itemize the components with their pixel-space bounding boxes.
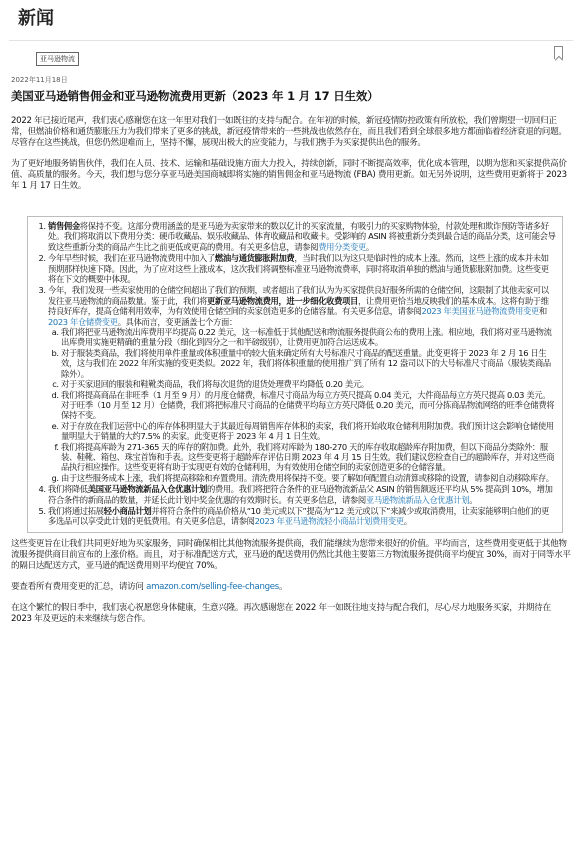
closing-paragraph-3: 在这个繁忙的假日季中，我们衷心祝愿您身体健康，生意兴隆。再次感谢您在 2022 年一如既往地支持与配合我们，尽心尽力地服务买家，并期待在 2023 年及更远的未来继续与您合作。 (11, 602, 551, 624)
news-header (9, 0, 573, 41)
link-fee-category-change[interactable]: 费用分类变更 (318, 241, 366, 252)
list-item: 3. 今年，我们发现一些卖家使用的仓储空间超出了我们的预期，或者超出了我们认为为买家提供良好服务所需的仓储空间，这限制了其他卖家可以发往亚马逊物流的商品数量。鉴于此，我们将更新亚马逊物流费用，进一步细化收费项目，让费用更恰当地反映我们的基本成本。这将有助于维持良好库存，提高仓储利用效率，为有效使用仓储空间的卖家创造更多的仓储容量。有关更多信息，请参阅2023 年美国亚马逊物流费用变更和2023 年仓储费变更。具体而言，变更涵盖七个方面： a. 我们将把亚马逊物流出库费用平均提高 0.22 美元，这一标准低于其他配送和物流服务提供商公布的费用上涨。相应地，我们将对亚马逊物流出库费用实施更精确的重量分段（细化到四分之一和半磅级别），让费用更加符合运送成本。 b. 对于服装类商品，我们将使用单件重量或体积重量中的较大值来确定所有大号标准尺寸商品的配送重量。此变更将于 2023 年 2 月 16 日生效，这与我们在 2022 年所实施的变更类似。2022 年，我们将体积重量的使用推广到了所有 12 盎司以下的大号标准尺寸商品（服装类商品除外）。 c. 对于买家退回的服装和鞋靴类商品，我们将每次退货的退货处理费平均降低 0.20 美元。 d. 我们将提高商品在非旺季（1 月至 9 月）的月度仓储费，标准尺寸商品为每立方英尺提高 0.04 美元，大件商品每立方英尺提高 0.03 美元。对于旺季（10 月至 12 月）仓储费，我们将把标准尺寸商品的仓储费平均每立方英尺降低 0.20 美元，而可分拣商品物流网络的旺季仓储费将保持不变。 e. 对于存放在我们运营中心的库存体积明显大于其最近每周销售库存体积的卖家，我们将开始收取仓储利用附加费。我们预计这会影响仓储使用量明显大于销量的大约7.5% 的卖家。此变更将于 2023 年 4 月 1 日生效。 f. 我们将提高库龄为 271-365 天的库存的附加费。此外，我们将对库龄为 180-270 天的库存收取超龄库存附加费，但以下商品分类除外：服装、鞋靴、箱包、珠宝首饰和手表。这些变更将于超龄库存评估日期 2023 年 4 月 15 日生效。我们建议您检查自己的超龄库存，并对这些商品执行相应操作。这些变更将有助于实现更有效的仓储利用，为有效使用仓储空间的卖家创造更多的仓储容量。 g. 由于这些服务成本上涨，我们将提高移除和弃置费用。清洗费用将保持不变。要了解如何配置自动清算或移除的设置，请参阅自动移除库存。 (48, 285, 556, 483)
category-tag[interactable]: 亚马逊物流 (36, 52, 79, 66)
sub-list (48, 327, 556, 483)
bookmark-icon[interactable] (554, 46, 563, 59)
sub-list-item: f. 我们将提高库龄为 271-365 天的库存的附加费。此外，我们将对库龄为 180-270 天的库存收取超龄库存附加费，但以下商品分类除外：服装、鞋靴、箱包、珠宝首饰和手表。这些变更将于超龄库存评估日期 2023 年 4 月 15 日生效。我们建议您检查自己的超龄库存，并对这些商品执行相应操作。这些变更将有助于实现更有效的仓储利用，为有效使用仓储空间的卖家创造更多的仓储容量。 (61, 442, 556, 473)
link-selling-fee-changes[interactable]: amazon.com/selling-fee-changes (146, 581, 279, 592)
closing-section (9, 539, 573, 625)
sub-list-item: g. 由于这些服务成本上涨，我们将提高移除和弃置费用。清洗费用将保持不变。要了解如何配置自动清算或移除的设置，请参阅自动移除库存。 (61, 473, 556, 483)
fee-changes-box (27, 216, 563, 533)
page-title: 新闻 (18, 8, 54, 29)
sub-list-item: c. 对于买家退回的服装和鞋靴类商品，我们将每次退货的退货处理费平均降低 0.20 美元。 (61, 379, 556, 389)
list-item: 4. 我们将降低美国亚马逊物流新品入仓优惠计划的费用。我们将把符合条件的亚马逊物流新品父 ASIN 的销售额返还平均从 5% 提高到 10%，增加符合条件的新商品的数量，并延长此计划中奖金优惠的有效期时长。有关更多信息，请参阅亚马逊物流新品入仓优惠计划。 (48, 484, 556, 505)
publish-date: 2022年11月18日 (11, 76, 68, 84)
link-storage-fee-changes-2023[interactable]: 2023 年仓储费变更 (48, 316, 118, 327)
link-new-selection-program[interactable]: 亚马逊物流新品入仓优惠计划 (365, 494, 470, 505)
closing-paragraph-2: 要查看所有费用变更的汇总，请访问 amazon.com/selling-fee-changes。 (11, 581, 288, 592)
intro-paragraph-1: 2022 年已接近尾声，我们衷心感谢您在这一年里对我们一如既往的支持与配合。在年初的时候，新冠疫情防控政策有所放松，我们曾期望一切回归正常，但燃油价格和通货膨胀压力为我们带来了更多的挑战，新冠疫情带来的一些挑战也依然存在，而且我们看到全球很多地方都面临着经济衰退的问题。尽管存在这些挑战，但您仍然迎难而上，坚持不懈，展现出极大的应变能力，与我们携手为买家提供出色的服务。 (11, 116, 567, 148)
link-fba-fee-changes-2023[interactable]: 2023 年美国亚马逊物流费用变更 (421, 306, 539, 317)
link-small-light-fee-changes[interactable]: 2023 年亚马逊物流轻小商品计划费用变更 (254, 516, 404, 527)
fee-changes-list (32, 221, 556, 527)
intro-paragraph-2: 为了更好地服务销售伙伴，我们在人员、技术、运输和基础设施方面大力投入，持续创新，同时不断提高效率，优化成本管理，以期为您和买家提供高价值、高质量的服务。今天，我们想与您分享亚马逊美国商城即将实施的销售佣金和亚马逊物流 (FBA) 费用更新。如无另外说明，这些费用更新将于 2023 年 1 月 17 日生效。 (11, 159, 567, 191)
closing-paragraph-1: 这些变更旨在让我们共同更好地为买家服务，同时确保相比其他物流服务提供商，我们能继续为您带来很好的价值。平均而言，这些费用变更低于其他物流服务提供商目前宣布的上涨价格。而且，对于标准配送方式，亚马逊的配送费用仍然比其他主要第三方物流服务提供商平均便宜 30%，而对于同等水平的隔日达配送方式，亚马逊的配送费用则平均便宜 70%。 (11, 538, 571, 571)
tag-row (9, 46, 573, 72)
sub-list-item: b. 对于服装类商品，我们将使用单件重量或体积重量中的较大值来确定所有大号标准尺寸商品的配送重量。此变更将于 2023 年 2 月 16 日生效，这与我们在 2022 年所实施的变更类似。2022 年，我们将体积重量的使用推广到了所有 12 盎司以下的大号标准尺寸商品（服装类商品除外）。 (61, 348, 556, 379)
sub-list-item: a. 我们将把亚马逊物流出库费用平均提高 0.22 美元，这一标准低于其他配送和物流服务提供商公布的费用上涨。相应地，我们将对亚马逊物流出库费用实施更精确的重量分段（细化到四分之一和半磅级别），让费用更加符合运送成本。 (61, 327, 556, 348)
sub-list-item: e. 对于存放在我们运营中心的库存体积明显大于其最近每周销售库存体积的卖家，我们将开始收取仓储利用附加费。我们预计这会影响仓储使用量明显大于销量的大约7.5% 的卖家。此变更将于 2023 年 4 月 1 日生效。 (61, 421, 556, 442)
article-title: 美国亚马逊销售佣金和亚马逊物流费用更新（2023 年 1 月 17 日生效） (11, 89, 379, 103)
list-item: 2. 今年早些时候，我们在亚马逊物流费用中加入了燃油与通货膨胀附加费，当时我们以为这只是临时性的成本上涨。然而，这些上涨的成本并未如预期那样快速下降。因此，为了应对这些上涨成本，这次我们将调整标准亚马逊物流费率，同时将取消单独的燃油与通货膨胀附加费。这些变更将在下文的概要中体现。 (48, 253, 556, 284)
list-item: 1. 销售佣金将保持不变。这部分费用涵盖的是亚马逊为卖家带来的数以亿计的买家流量，有吸引力的买家购物体验，付款处理和欺诈预防等诸多好处。我们将取消以下费用分类：硬币收藏品、娱乐收藏品、体育收藏品和收藏卡。受影响的 ASIN 将被重新分类到最合适的商品分类，这可能会导致这些重新分类的商品产生比之前更低或更高的费用。有关更多信息，请参阅费用分类变更。 (48, 221, 556, 252)
sub-list-item: d. 我们将提高商品在非旺季（1 月至 9 月）的月度仓储费，标准尺寸商品为每立方英尺提高 0.04 美元，大件商品每立方英尺提高 0.03 美元。对于旺季（10 月至 12 月）仓储费，我们将把标准尺寸商品的仓储费平均每立方英尺降低 0.20 美元，而可分拣商品物流网络的旺季仓储费将保持不变。 (61, 390, 556, 421)
list-item: 5. 我们将通过拓展轻小商品计划并将符合条件的商品价格从“10 美元或以下”提高为“12 美元或以下”来减少或取消费用，让卖家能够明白他们的更多选品可以享受此计划的更低费用。有关更多信息，请参阅2023 年亚马逊物流轻小商品计划费用变更。 (48, 506, 556, 527)
